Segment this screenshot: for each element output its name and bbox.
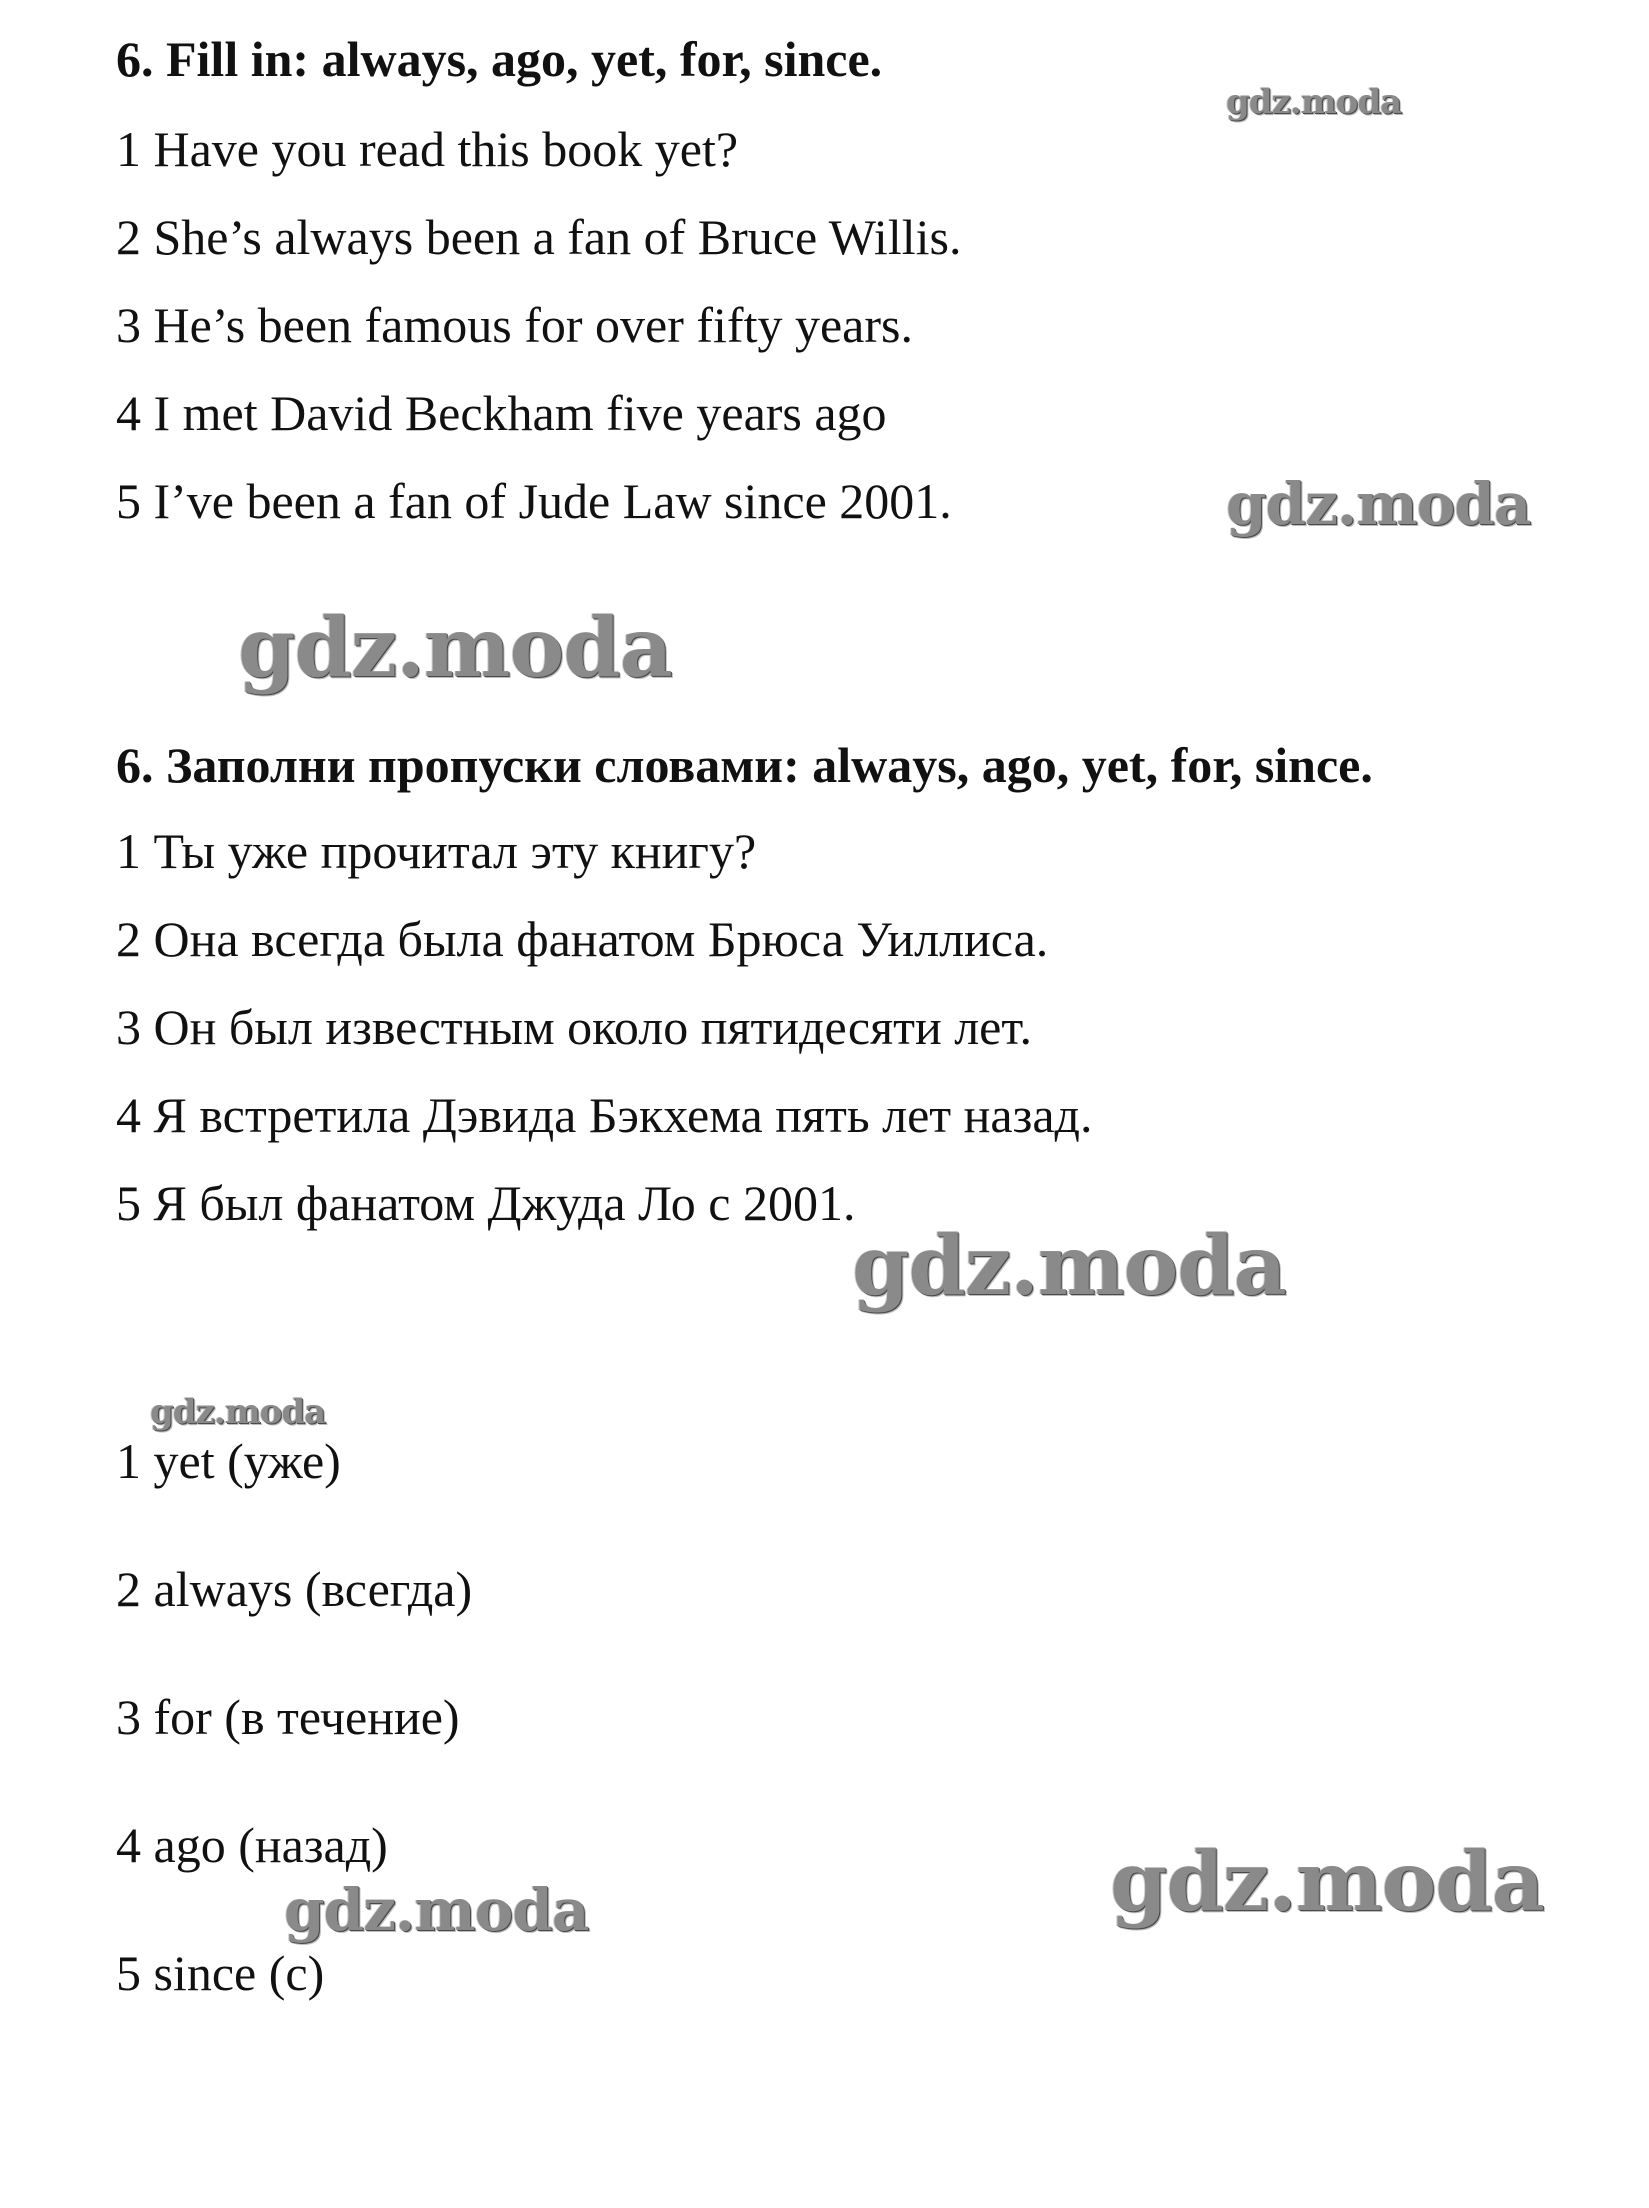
exercise-heading-english: 6. Fill in: always, ago, yet, for, since. [116,31,883,87]
translation-item-3: 3 Он был известным около пятидесяти лет. [116,999,1032,1055]
answer-item-3: 3 for (в течение) [116,1689,460,1745]
watermark-logo: gdz.moda [238,600,672,696]
answer-item-2: 2 always (всегда) [116,1561,473,1617]
watermark-logo: gdz.moda [1226,470,1531,538]
watermark-logo: gdz.moda [150,1392,326,1432]
watermark-logo: gdz.moda [284,1876,589,1944]
translation-item-4: 4 Я встретила Дэвида Бэкхема пять лет назад. [116,1087,1093,1143]
translation-item-1: 1 Ты уже прочитал эту книгу? [116,823,757,879]
answer-item-4: 4 ago (назад) [116,1817,388,1873]
watermark-logo: gdz.moda [852,1218,1286,1314]
watermark-logo: gdz.moda [1110,1834,1544,1930]
exercise-heading-russian: 6. Заполни пропуски словами: always, ago, yet, for, since. [116,737,1373,793]
answer-item-1: 1 yet (уже) [116,1433,341,1489]
translation-item-2: 2 Она всегда была фанатом Брюса Уиллиса. [116,911,1049,967]
translation-item-5: 5 Я был фанатом Джуда Ло с 2001. [116,1175,856,1231]
exercise-item-1: 1 Have you read this book yet? [116,121,739,177]
watermark-logo: gdz.moda [1226,82,1402,122]
exercise-item-3: 3 He’s been famous for over fifty years. [116,297,913,353]
exercise-item-5: 5 I’ve been a fan of Jude Law since 2001. [116,473,952,529]
answer-item-5: 5 since (с) [116,1945,325,2001]
exercise-item-4: 4 I met David Beckham five years ago [116,385,887,441]
exercise-item-2: 2 She’s always been a fan of Bruce Willis. [116,209,962,265]
